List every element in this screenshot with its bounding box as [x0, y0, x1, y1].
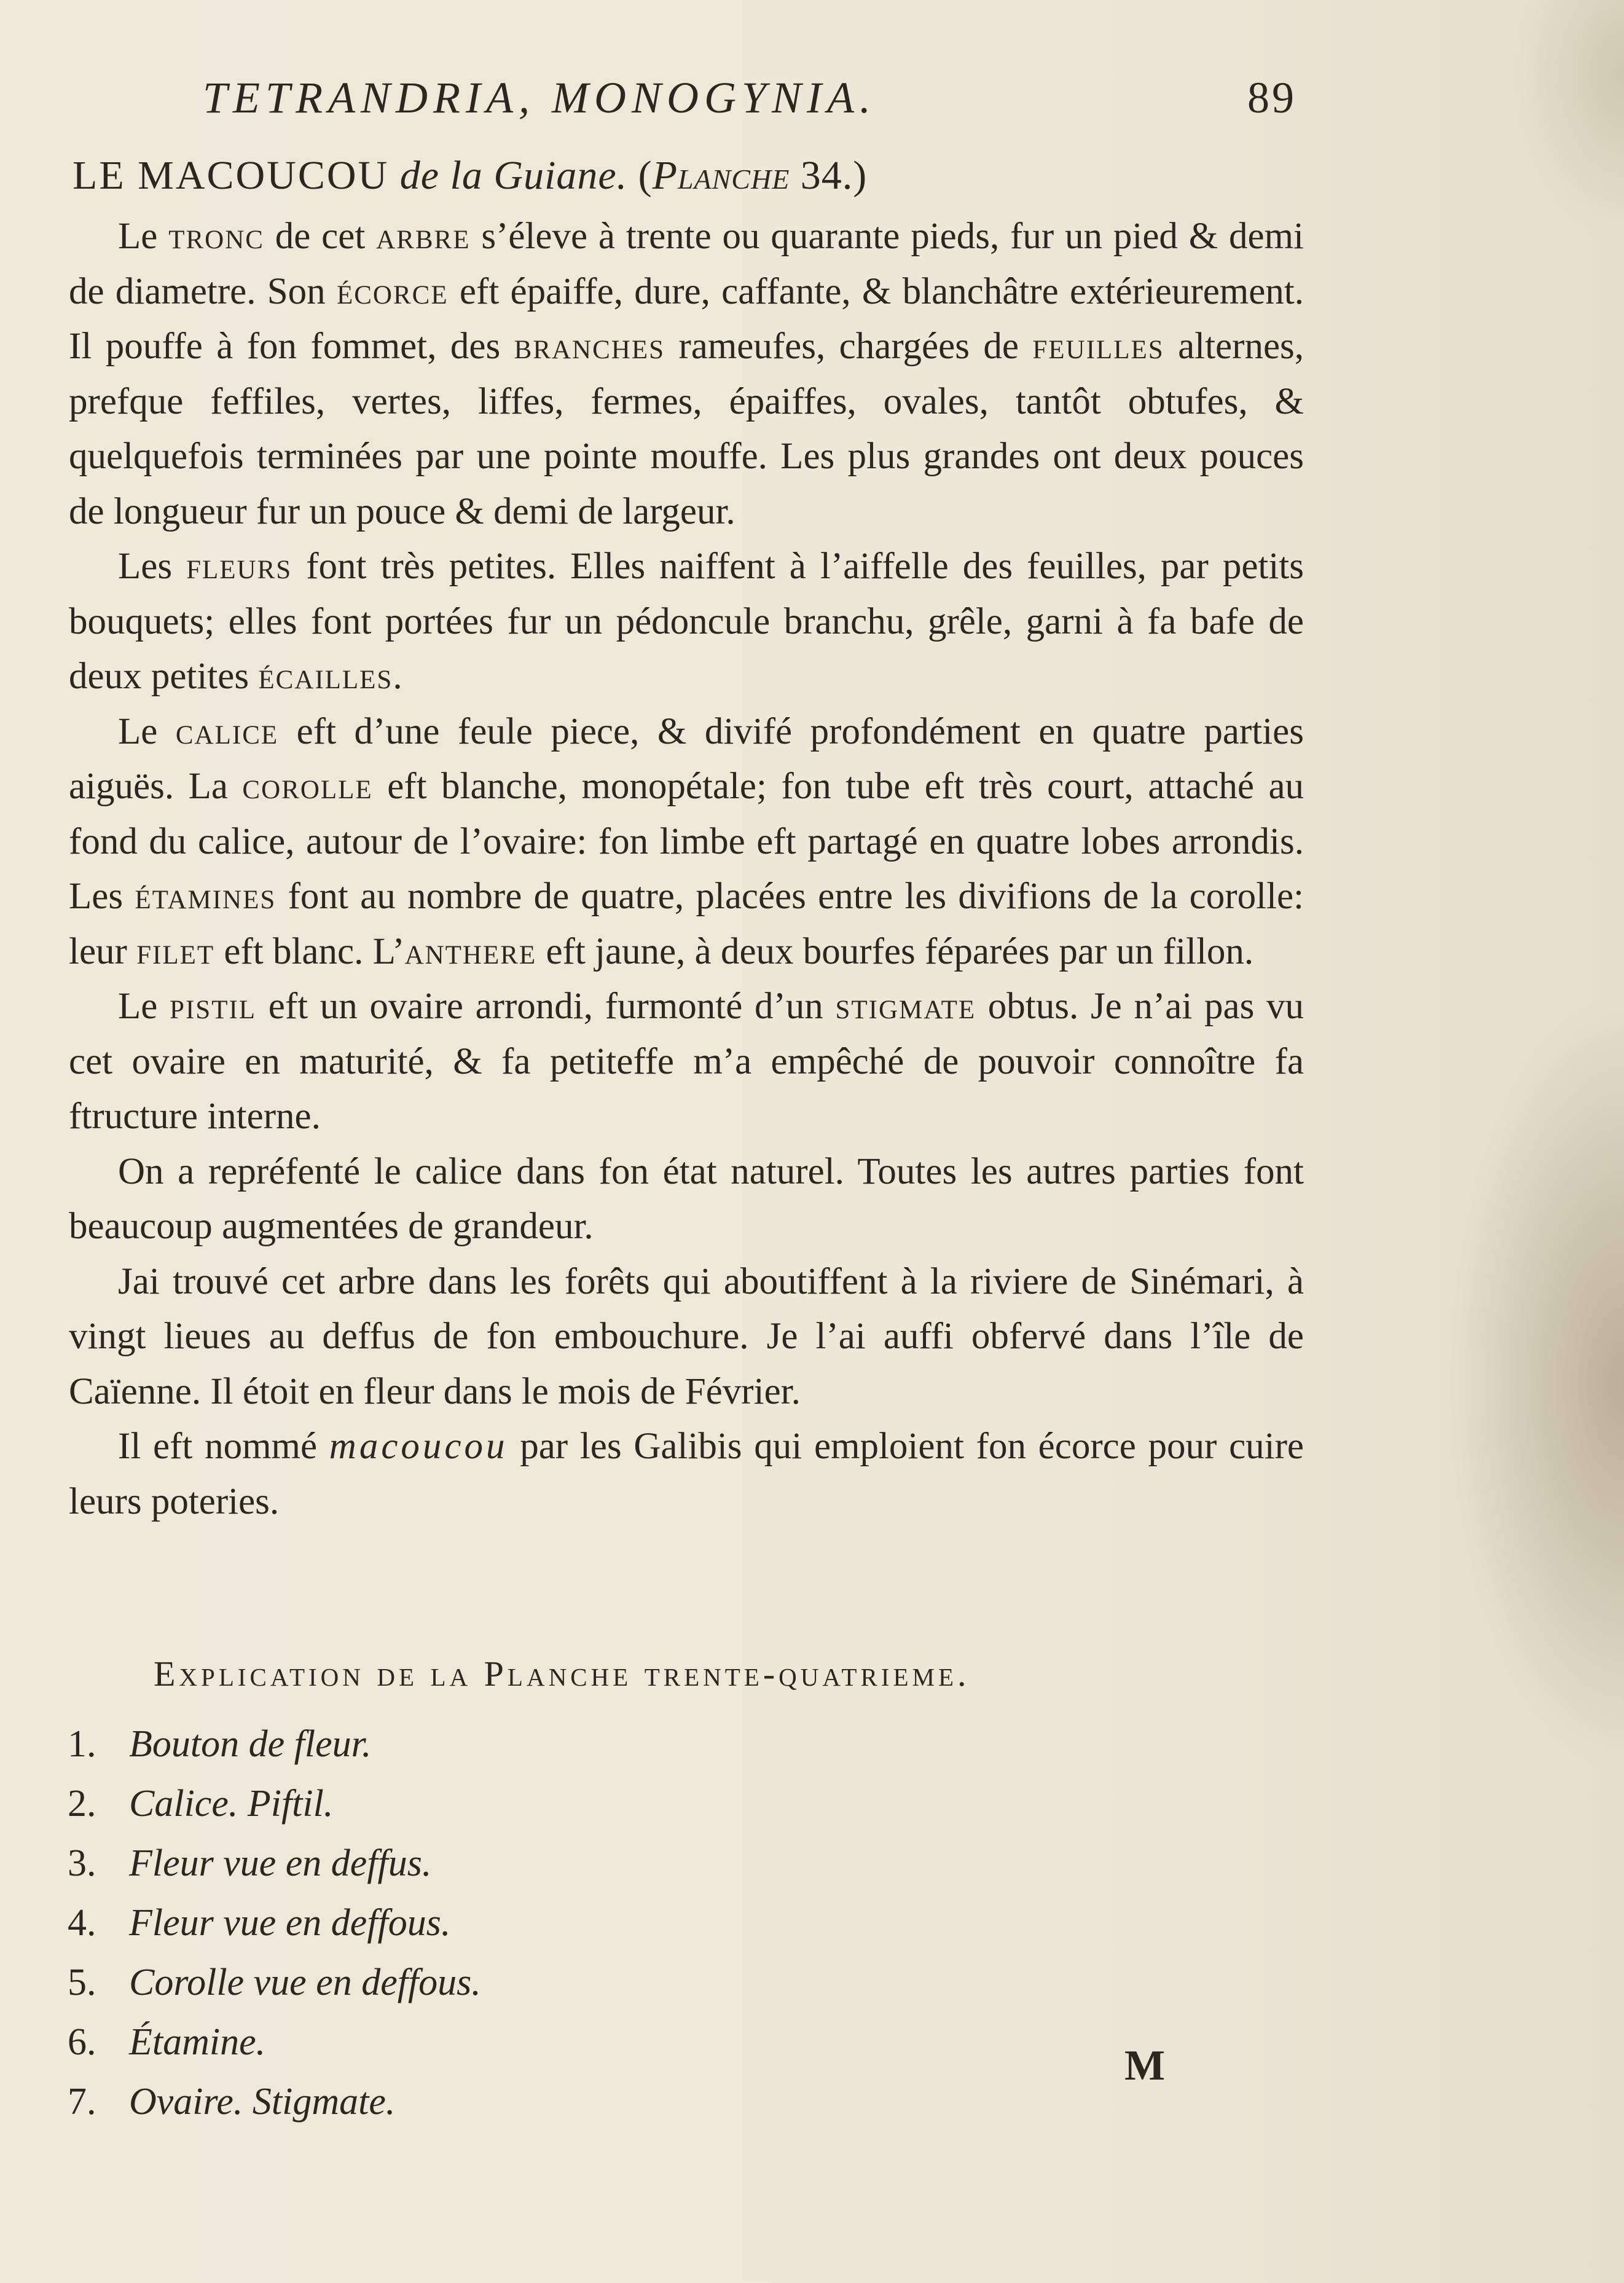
text-run: eft jaune, à deux bourfes féparées par un fillon.	[536, 930, 1254, 972]
paragraph	[69, 539, 1304, 704]
item-label: Ovaire. Stigmate.	[129, 2081, 396, 2123]
text-run: Le	[118, 216, 169, 257]
paragraph	[69, 1144, 1304, 1254]
small-caps-term: corolle	[242, 766, 373, 807]
item-number: 7.	[68, 2081, 96, 2123]
text-run: Le	[118, 986, 170, 1027]
paragraph	[69, 704, 1304, 980]
text-run: font au nombre de quatre, placées entre les divifions de la corolle: leur	[69, 876, 1304, 972]
signature-mark: M	[1124, 2042, 1166, 2089]
text-run: eft blanc. L’	[214, 930, 405, 972]
text-run: par les Galibis qui emploient fon écorce pour cuire leurs poteries.	[69, 1426, 1304, 1522]
page-number: 89	[1247, 73, 1296, 122]
small-caps-term: stigmate	[835, 986, 976, 1027]
item-number: 5.	[68, 1962, 96, 2003]
paragraph	[69, 1419, 1304, 1529]
item-label: Corolle vue en deffous.	[129, 1962, 481, 2003]
text-run: On a repréfenté le calice dans fon état naturel. Toutes les autres parties font beaucoup augmentées de grandeur.	[69, 1150, 1304, 1247]
paragraph	[69, 979, 1304, 1144]
article-body	[69, 209, 1304, 1529]
text-run: rameufes, chargées de	[665, 326, 1033, 367]
list-item	[68, 2013, 481, 2072]
text-run: de cet	[264, 216, 377, 257]
explanation-list	[68, 1715, 481, 2132]
list-item	[68, 1953, 481, 2013]
item-number: 2.	[68, 1783, 96, 1825]
small-caps-term: écailles	[258, 656, 393, 697]
small-caps-term: tronc	[168, 216, 264, 257]
text-run: obtus. Je n’ai pas vu cet ovaire en maturité, & fa petiteffe m’a empêché de pouvoir connoître fa ftructure interne.	[69, 986, 1304, 1137]
item-number: 6.	[68, 2021, 96, 2063]
small-caps-term: fleurs	[186, 546, 292, 587]
small-caps-term: arbre	[376, 216, 471, 257]
paragraph	[69, 209, 1304, 539]
text-run: eft d’une feule piece, & divifé profondément en quatre parties aiguës. La	[69, 710, 1304, 807]
small-caps-term: feuilles	[1032, 326, 1164, 367]
item-label: Fleur vue en deffus.	[129, 1842, 432, 1884]
small-caps-term: écorce	[336, 270, 449, 312]
text-run: eft blanche, monopétale; fon tube eft très court, attaché au fond du calice, autour de l’ovaire: fon limbe eft partagé en quatre lobes arrondis. Les	[69, 766, 1304, 917]
small-caps-term: anthere	[404, 930, 537, 972]
item-label: Fleur vue en deffous.	[129, 1902, 451, 1944]
list-item	[68, 2072, 481, 2132]
text-run: font très petites. Elles naiffent à l’aiffelle des feuilles, par petits bouquets; elles font portées fur un pédoncule branchu, grêle, garni à fa bafe de deux petites	[69, 546, 1304, 697]
text-run: .	[393, 656, 402, 697]
text-run: Les	[118, 546, 187, 587]
small-caps-term: pistil	[170, 986, 257, 1027]
text-run: eft épaiffe, dure, caffante, & blanchâtre extérieurement. Il pouffe à fon fommet, des	[69, 270, 1304, 367]
header-title: TETRANDRIA, MONOGYNIA.	[203, 73, 876, 122]
list-item	[68, 1715, 481, 1774]
list-item	[68, 1774, 481, 1834]
item-number: 4.	[68, 1902, 96, 1944]
species-location: de la Guiane.	[399, 153, 628, 198]
item-label: Bouton de fleur.	[129, 1723, 372, 1765]
item-number: 1.	[68, 1723, 96, 1765]
paragraph	[69, 1254, 1304, 1420]
item-number: 3.	[68, 1842, 96, 1884]
item-label: Étamine.	[129, 2021, 266, 2063]
explanation-title: Explication de la Planche trente-quatrieme.	[154, 1654, 970, 1694]
item-label: Calice. Piftil.	[129, 1783, 334, 1825]
small-caps-term: filet	[136, 930, 215, 972]
small-caps-term: étamines	[135, 876, 277, 917]
plate-number: 34.)	[800, 153, 868, 198]
list-item	[68, 1893, 481, 1953]
small-caps-term: calice	[175, 710, 279, 752]
text-run: s’éleve à trente ou quarante pieds, fur un pied & demi de diametre. Son	[69, 216, 1304, 312]
species-name: LE MACOUCOU	[73, 153, 390, 198]
text-run: alternes, prefque feffiles, vertes, liffes, fermes, épaiffes, ovales, tantôt obtufes, & quelquefois terminées par une pointe mouffe. Les plus grandes ont deux pouces de longueur fur un pouce & demi de largeur.	[69, 326, 1304, 532]
plate-reference	[638, 153, 868, 198]
text-run: Le	[118, 710, 176, 752]
list-item	[68, 1834, 481, 1893]
article-heading	[73, 152, 867, 199]
text-run: eft un ovaire arrondi, furmonté d’un	[256, 986, 836, 1027]
italic-term: macoucou	[329, 1426, 508, 1467]
text-run: Il eft nommé	[118, 1426, 329, 1467]
running-header	[203, 73, 1327, 140]
text-run: Jai trouvé cet arbre dans les forêts qui aboutiffent à la riviere de Sinémari, à vingt lieues au deffus de fon embouchure. Je l’ai auffi obfervé dans l’île de Caïenne. Il étoit en fleur dans le mois de Février.	[69, 1260, 1304, 1412]
small-caps-term: branches	[514, 326, 665, 367]
plate-open-paren: (	[638, 153, 653, 198]
plate-label: Planche	[652, 153, 790, 198]
